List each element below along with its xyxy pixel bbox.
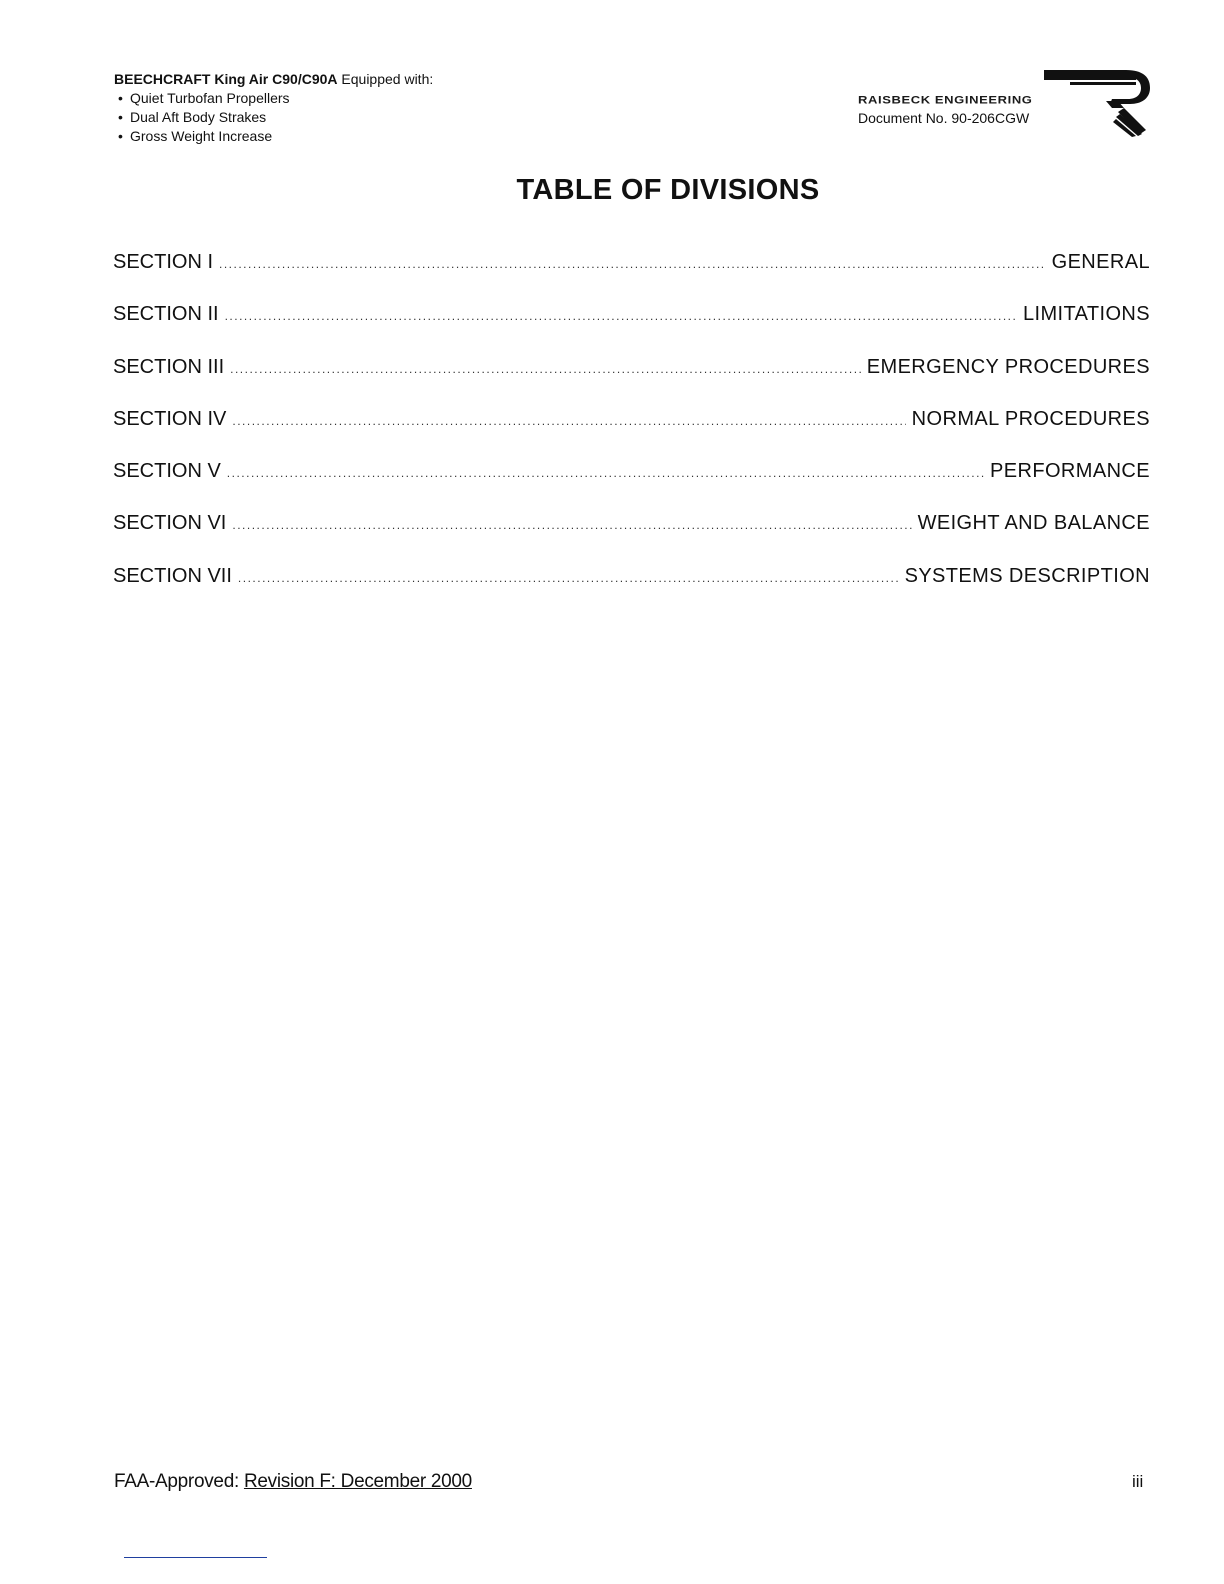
toc-row <box>113 251 1150 303</box>
division-name: PERFORMANCE <box>990 460 1150 483</box>
feature-item: • Gross Weight Increase <box>130 127 433 146</box>
feature-item: • Dual Aft Body Strakes <box>130 108 433 127</box>
equipped-with-label: Equipped with: <box>341 71 434 87</box>
page-title: TABLE OF DIVISIONS <box>516 174 820 206</box>
section-number: SECTION III <box>113 355 225 378</box>
company-header <box>858 90 1033 128</box>
aircraft-line <box>114 70 433 89</box>
division-name: NORMAL PROCEDURES <box>911 407 1150 430</box>
section-number: SECTION VI <box>113 512 227 535</box>
toc-row <box>113 408 1150 460</box>
revision-label: Revision F: December 2000 <box>243 1471 472 1492</box>
table-of-divisions <box>113 251 1150 617</box>
toc-row <box>113 356 1150 408</box>
dot-leader <box>238 571 899 585</box>
dot-leader <box>227 466 984 480</box>
document-number: Document No. 90-206CGW <box>858 110 1030 126</box>
aircraft-header <box>114 70 433 146</box>
raisbeck-logo-icon <box>1040 68 1152 138</box>
company-name: RAISBECK ENGINEERING <box>858 93 1033 106</box>
toc-row <box>113 512 1150 564</box>
dot-leader <box>230 362 861 376</box>
dot-leader <box>232 414 905 428</box>
feature-item: • Quiet Turbofan Propellers <box>130 89 433 108</box>
section-number: SECTION IV <box>113 407 227 430</box>
approval-label: FAA-Approved: <box>114 1471 239 1492</box>
feature-list <box>114 89 433 146</box>
page-number: iii <box>1132 1472 1144 1491</box>
toc-row <box>113 460 1150 512</box>
section-number: SECTION V <box>113 460 221 483</box>
division-name: EMERGENCY PROCEDURES <box>866 355 1150 378</box>
footer-divider <box>124 1557 267 1558</box>
aircraft-name: BEECHCRAFT King Air C90/C90A <box>114 71 338 87</box>
division-name: LIMITATIONS <box>1023 303 1150 326</box>
toc-row <box>113 303 1150 355</box>
footer-approval <box>114 1471 472 1493</box>
dot-leader <box>232 518 911 532</box>
dot-leader <box>219 257 1046 271</box>
division-name: SYSTEMS DESCRIPTION <box>904 564 1150 587</box>
section-number: SECTION VII <box>113 564 232 587</box>
section-number: SECTION II <box>113 303 219 326</box>
division-name: WEIGHT AND BALANCE <box>917 512 1150 535</box>
dot-leader <box>225 309 1017 323</box>
toc-row <box>113 565 1150 617</box>
section-number: SECTION I <box>113 251 214 273</box>
division-name: GENERAL <box>1051 251 1150 273</box>
